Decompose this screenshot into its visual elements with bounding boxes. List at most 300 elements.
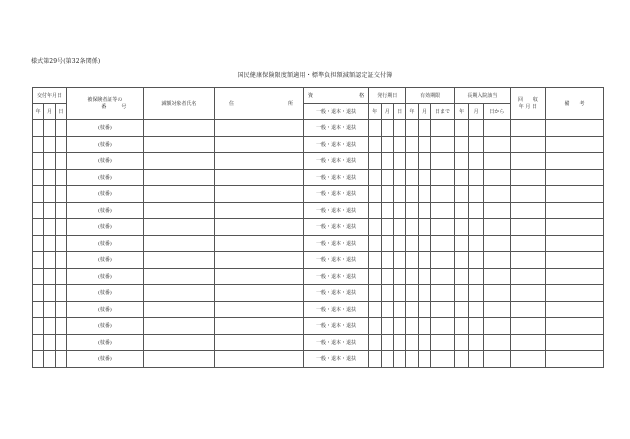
entry-cell[interactable] bbox=[381, 268, 393, 285]
header-issue-day: 日 bbox=[55, 104, 66, 120]
entry-cell[interactable] bbox=[55, 136, 66, 153]
entry-cell[interactable] bbox=[33, 169, 44, 186]
entry-cell[interactable] bbox=[33, 136, 44, 153]
header-collection-b: 年 月 日 bbox=[518, 103, 537, 110]
entry-cell[interactable] bbox=[406, 202, 418, 219]
table-row bbox=[33, 285, 604, 302]
entry-cell[interactable] bbox=[545, 351, 603, 368]
entry-cell[interactable] bbox=[33, 318, 44, 335]
header-address-a: 住 bbox=[229, 101, 235, 107]
header-qualification-b: 格 bbox=[359, 93, 365, 99]
entry-cell[interactable] bbox=[431, 120, 455, 137]
entry-cell[interactable] bbox=[454, 202, 468, 219]
qualification-cell[interactable]: 一般・退本・退扶 bbox=[303, 169, 368, 186]
entry-cell[interactable] bbox=[418, 235, 430, 252]
entry-cell[interactable] bbox=[44, 169, 55, 186]
insured-number-cell[interactable]: (枝番) bbox=[67, 169, 144, 186]
entry-cell[interactable] bbox=[33, 252, 44, 269]
entry-cell[interactable] bbox=[393, 153, 405, 170]
entry-cell[interactable] bbox=[431, 301, 455, 318]
entry-cell[interactable] bbox=[406, 351, 418, 368]
entry-cell[interactable] bbox=[215, 351, 304, 368]
entry-cell[interactable] bbox=[369, 301, 381, 318]
entry-cell[interactable] bbox=[393, 202, 405, 219]
header-insured-number-line1: 被保険者証等の bbox=[87, 97, 123, 103]
entry-cell[interactable] bbox=[406, 318, 418, 335]
entry-cell[interactable] bbox=[393, 235, 405, 252]
entry-cell[interactable] bbox=[454, 219, 468, 236]
form-number: 様式第29号(第32条関係) bbox=[31, 58, 101, 65]
entry-cell[interactable] bbox=[510, 219, 545, 236]
entry-cell[interactable] bbox=[381, 153, 393, 170]
table-row bbox=[33, 334, 604, 351]
entry-cell[interactable] bbox=[406, 219, 418, 236]
qualification-cell[interactable]: 一般・退本・退扶 bbox=[303, 334, 368, 351]
insured-number-cell[interactable]: (枝番) bbox=[67, 318, 144, 335]
entry-cell[interactable] bbox=[431, 351, 455, 368]
insured-number-cell[interactable]: (枝番) bbox=[67, 120, 144, 137]
entry-cell[interactable] bbox=[381, 334, 393, 351]
entry-cell[interactable] bbox=[431, 252, 455, 269]
entry-cell[interactable] bbox=[469, 202, 483, 219]
entry-cell[interactable] bbox=[418, 318, 430, 335]
entry-cell[interactable] bbox=[510, 120, 545, 137]
entry-cell[interactable] bbox=[483, 219, 510, 236]
entry-cell[interactable] bbox=[431, 169, 455, 186]
entry-cell[interactable] bbox=[381, 169, 393, 186]
qualification-cell[interactable]: 一般・退本・退扶 bbox=[303, 120, 368, 137]
entry-cell[interactable] bbox=[454, 136, 468, 153]
entry-cell[interactable] bbox=[510, 285, 545, 302]
entry-cell[interactable] bbox=[55, 318, 66, 335]
insured-number-cell[interactable]: (枝番) bbox=[67, 334, 144, 351]
entry-cell[interactable] bbox=[431, 219, 455, 236]
entry-cell[interactable] bbox=[418, 268, 430, 285]
entry-cell[interactable] bbox=[545, 268, 603, 285]
qualification-cell[interactable]: 一般・退本・退扶 bbox=[303, 202, 368, 219]
entry-cell[interactable] bbox=[393, 120, 405, 137]
entry-cell[interactable] bbox=[369, 120, 381, 137]
entry-cell[interactable] bbox=[44, 202, 55, 219]
header-qualification-values: 一般・退本・退扶 bbox=[303, 104, 368, 120]
entry-cell[interactable] bbox=[143, 318, 214, 335]
insured-number-cell[interactable]: (枝番) bbox=[67, 268, 144, 285]
entry-cell[interactable] bbox=[469, 318, 483, 335]
entry-cell[interactable] bbox=[510, 268, 545, 285]
entry-cell[interactable] bbox=[545, 252, 603, 269]
entry-cell[interactable] bbox=[44, 186, 55, 203]
entry-cell[interactable] bbox=[369, 235, 381, 252]
entry-cell[interactable] bbox=[33, 202, 44, 219]
insured-number-cell[interactable]: (枝番) bbox=[67, 186, 144, 203]
entry-cell[interactable] bbox=[454, 351, 468, 368]
qualification-cell[interactable]: 一般・退本・退扶 bbox=[303, 351, 368, 368]
entry-cell[interactable] bbox=[454, 186, 468, 203]
entry-cell[interactable] bbox=[483, 153, 510, 170]
header-valid-year: 年 bbox=[406, 104, 418, 120]
entry-cell[interactable] bbox=[454, 252, 468, 269]
qualification-cell[interactable]: 一般・退本・退扶 bbox=[303, 235, 368, 252]
entry-cell[interactable] bbox=[33, 235, 44, 252]
entry-cell[interactable] bbox=[33, 219, 44, 236]
entry-cell[interactable] bbox=[215, 334, 304, 351]
entry-cell[interactable] bbox=[418, 136, 430, 153]
entry-cell[interactable] bbox=[431, 268, 455, 285]
form-title: 国民健康保険限度額適用・標準負担額減額認定証交付簿 bbox=[237, 72, 393, 79]
entry-cell[interactable] bbox=[143, 202, 214, 219]
entry-cell[interactable] bbox=[469, 120, 483, 137]
entry-cell[interactable] bbox=[454, 334, 468, 351]
entry-cell[interactable] bbox=[483, 120, 510, 137]
entry-cell[interactable] bbox=[143, 301, 214, 318]
entry-cell[interactable] bbox=[55, 120, 66, 137]
entry-cell[interactable] bbox=[469, 169, 483, 186]
entry-cell[interactable] bbox=[393, 268, 405, 285]
header-collection-a: 回 収 bbox=[517, 97, 538, 103]
entry-cell[interactable] bbox=[393, 285, 405, 302]
entry-cell[interactable] bbox=[454, 235, 468, 252]
insured-number-cell[interactable]: (枝番) bbox=[67, 351, 144, 368]
entry-cell[interactable] bbox=[55, 219, 66, 236]
header-long-term-from: 日から bbox=[483, 104, 510, 120]
entry-cell[interactable] bbox=[143, 334, 214, 351]
entry-cell[interactable] bbox=[431, 186, 455, 203]
entry-cell[interactable] bbox=[44, 120, 55, 137]
entry-cell[interactable] bbox=[143, 186, 214, 203]
entry-cell[interactable] bbox=[44, 153, 55, 170]
entry-cell[interactable] bbox=[381, 301, 393, 318]
entry-cell[interactable] bbox=[418, 301, 430, 318]
header-remarks: 備 考 bbox=[545, 88, 603, 120]
entry-cell[interactable] bbox=[393, 186, 405, 203]
entry-cell[interactable] bbox=[510, 169, 545, 186]
entry-cell[interactable] bbox=[545, 334, 603, 351]
entry-cell[interactable] bbox=[483, 285, 510, 302]
entry-cell[interactable] bbox=[55, 186, 66, 203]
entry-cell[interactable] bbox=[431, 136, 455, 153]
entry-cell[interactable] bbox=[406, 301, 418, 318]
entry-cell[interactable] bbox=[483, 136, 510, 153]
entry-cell[interactable] bbox=[369, 219, 381, 236]
entry-cell[interactable] bbox=[44, 219, 55, 236]
entry-cell[interactable] bbox=[510, 318, 545, 335]
entry-cell[interactable] bbox=[393, 169, 405, 186]
entry-cell[interactable] bbox=[483, 186, 510, 203]
entry-cell[interactable] bbox=[381, 136, 393, 153]
entry-cell[interactable] bbox=[33, 285, 44, 302]
entry-cell[interactable] bbox=[469, 136, 483, 153]
entry-cell[interactable] bbox=[369, 169, 381, 186]
entry-cell[interactable] bbox=[431, 202, 455, 219]
qualification-cell[interactable]: 一般・退本・退扶 bbox=[303, 268, 368, 285]
entry-cell[interactable] bbox=[431, 235, 455, 252]
entry-cell[interactable] bbox=[55, 202, 66, 219]
entry-cell[interactable] bbox=[406, 153, 418, 170]
entry-cell[interactable] bbox=[381, 186, 393, 203]
entry-cell[interactable] bbox=[55, 153, 66, 170]
header-address bbox=[215, 88, 304, 120]
entry-cell[interactable] bbox=[33, 351, 44, 368]
entry-cell[interactable] bbox=[545, 169, 603, 186]
entry-cell[interactable] bbox=[418, 120, 430, 137]
entry-cell[interactable] bbox=[469, 268, 483, 285]
entry-cell[interactable] bbox=[469, 301, 483, 318]
entry-cell[interactable] bbox=[418, 252, 430, 269]
entry-cell[interactable] bbox=[55, 334, 66, 351]
entry-cell[interactable] bbox=[215, 169, 304, 186]
entry-cell[interactable] bbox=[215, 202, 304, 219]
entry-cell[interactable] bbox=[143, 219, 214, 236]
entry-cell[interactable] bbox=[143, 268, 214, 285]
table-row bbox=[33, 235, 604, 252]
entry-cell[interactable] bbox=[369, 202, 381, 219]
entry-cell[interactable] bbox=[33, 186, 44, 203]
entry-cell[interactable] bbox=[545, 186, 603, 203]
entry-cell[interactable] bbox=[215, 301, 304, 318]
entry-cell[interactable] bbox=[469, 351, 483, 368]
entry-cell[interactable] bbox=[44, 334, 55, 351]
entry-cell[interactable] bbox=[510, 235, 545, 252]
entry-cell[interactable] bbox=[454, 285, 468, 302]
entry-cell[interactable] bbox=[406, 268, 418, 285]
insured-number-cell[interactable]: (枝番) bbox=[67, 202, 144, 219]
entry-cell[interactable] bbox=[44, 235, 55, 252]
entry-cell[interactable] bbox=[393, 318, 405, 335]
entry-cell[interactable] bbox=[215, 235, 304, 252]
entry-cell[interactable] bbox=[431, 318, 455, 335]
entry-cell[interactable] bbox=[215, 136, 304, 153]
entry-cell[interactable] bbox=[33, 120, 44, 137]
header-address-b: 所 bbox=[287, 101, 293, 107]
entry-cell[interactable] bbox=[55, 351, 66, 368]
entry-cell[interactable] bbox=[44, 351, 55, 368]
entry-cell[interactable] bbox=[381, 202, 393, 219]
entry-cell[interactable] bbox=[406, 285, 418, 302]
entry-cell[interactable] bbox=[143, 285, 214, 302]
entry-cell[interactable] bbox=[431, 153, 455, 170]
entry-cell[interactable] bbox=[215, 252, 304, 269]
entry-cell[interactable] bbox=[381, 318, 393, 335]
entry-cell[interactable] bbox=[369, 153, 381, 170]
entry-cell[interactable] bbox=[369, 136, 381, 153]
table-row bbox=[33, 268, 604, 285]
entry-cell[interactable] bbox=[469, 186, 483, 203]
entry-cell[interactable] bbox=[469, 252, 483, 269]
qualification-cell[interactable]: 一般・退本・退扶 bbox=[303, 219, 368, 236]
entry-cell[interactable] bbox=[143, 169, 214, 186]
entry-cell[interactable] bbox=[44, 136, 55, 153]
insured-number-cell[interactable]: (枝番) bbox=[67, 301, 144, 318]
entry-cell[interactable] bbox=[510, 186, 545, 203]
entry-cell[interactable] bbox=[393, 351, 405, 368]
entry-cell[interactable] bbox=[406, 186, 418, 203]
entry-cell[interactable] bbox=[143, 153, 214, 170]
entry-cell[interactable] bbox=[381, 219, 393, 236]
entry-cell[interactable] bbox=[369, 351, 381, 368]
entry-cell[interactable] bbox=[406, 136, 418, 153]
entry-cell[interactable] bbox=[545, 235, 603, 252]
entry-cell[interactable] bbox=[431, 334, 455, 351]
table-row bbox=[33, 252, 604, 269]
entry-cell[interactable] bbox=[510, 301, 545, 318]
entry-cell[interactable] bbox=[381, 252, 393, 269]
table-row bbox=[33, 351, 604, 368]
entry-cell[interactable] bbox=[381, 235, 393, 252]
qualification-cell[interactable]: 一般・退本・退扶 bbox=[303, 252, 368, 269]
entry-cell[interactable] bbox=[510, 153, 545, 170]
header-collection bbox=[510, 88, 545, 120]
header-issue-month: 月 bbox=[44, 104, 55, 120]
entry-cell[interactable] bbox=[483, 235, 510, 252]
entry-cell[interactable] bbox=[55, 268, 66, 285]
entry-cell[interactable] bbox=[393, 334, 405, 351]
entry-cell[interactable] bbox=[510, 351, 545, 368]
entry-cell[interactable] bbox=[369, 318, 381, 335]
entry-cell[interactable] bbox=[483, 169, 510, 186]
entry-cell[interactable] bbox=[418, 153, 430, 170]
header-valid-period: 有効期限 bbox=[406, 88, 455, 104]
entry-cell[interactable] bbox=[454, 153, 468, 170]
entry-cell[interactable] bbox=[406, 252, 418, 269]
entry-cell[interactable] bbox=[545, 318, 603, 335]
entry-cell[interactable] bbox=[33, 301, 44, 318]
entry-cell[interactable] bbox=[483, 252, 510, 269]
header-reduction-target-name: 減額対象者氏名 bbox=[143, 88, 214, 120]
entry-cell[interactable] bbox=[406, 235, 418, 252]
entry-cell[interactable] bbox=[510, 202, 545, 219]
entry-cell[interactable] bbox=[393, 219, 405, 236]
entry-cell[interactable] bbox=[483, 318, 510, 335]
entry-cell[interactable] bbox=[418, 219, 430, 236]
entry-cell[interactable] bbox=[483, 202, 510, 219]
entry-cell[interactable] bbox=[545, 136, 603, 153]
entry-cell[interactable] bbox=[55, 285, 66, 302]
table-row bbox=[33, 169, 604, 186]
entry-cell[interactable] bbox=[143, 252, 214, 269]
entry-cell[interactable] bbox=[44, 318, 55, 335]
insured-number-cell[interactable]: (枝番) bbox=[67, 252, 144, 269]
entry-cell[interactable] bbox=[143, 136, 214, 153]
entry-cell[interactable] bbox=[406, 120, 418, 137]
entry-cell[interactable] bbox=[381, 351, 393, 368]
entry-cell[interactable] bbox=[510, 136, 545, 153]
entry-cell[interactable] bbox=[418, 334, 430, 351]
qualification-cell[interactable]: 一般・退本・退扶 bbox=[303, 136, 368, 153]
entry-cell[interactable] bbox=[418, 169, 430, 186]
table-row bbox=[33, 202, 604, 219]
entry-cell[interactable] bbox=[33, 268, 44, 285]
entry-cell[interactable] bbox=[545, 301, 603, 318]
header-long-term-year: 年 bbox=[454, 104, 468, 120]
entry-cell[interactable] bbox=[55, 235, 66, 252]
entry-cell[interactable] bbox=[418, 285, 430, 302]
entry-cell[interactable] bbox=[143, 120, 214, 137]
entry-cell[interactable] bbox=[215, 219, 304, 236]
entry-cell[interactable] bbox=[143, 235, 214, 252]
entry-cell[interactable] bbox=[215, 186, 304, 203]
insured-number-cell[interactable]: (枝番) bbox=[67, 136, 144, 153]
entry-cell[interactable] bbox=[483, 334, 510, 351]
entry-cell[interactable] bbox=[215, 318, 304, 335]
insured-number-cell[interactable]: (枝番) bbox=[67, 153, 144, 170]
entry-cell[interactable] bbox=[393, 301, 405, 318]
entry-cell[interactable] bbox=[406, 169, 418, 186]
entry-cell[interactable] bbox=[55, 252, 66, 269]
entry-cell[interactable] bbox=[369, 334, 381, 351]
entry-cell[interactable] bbox=[215, 153, 304, 170]
entry-cell[interactable] bbox=[44, 285, 55, 302]
entry-cell[interactable] bbox=[469, 153, 483, 170]
entry-cell[interactable] bbox=[483, 351, 510, 368]
header-insured-number-line2: 番 号 bbox=[101, 103, 127, 110]
entry-cell[interactable] bbox=[545, 153, 603, 170]
entry-cell[interactable] bbox=[406, 334, 418, 351]
entry-cell[interactable] bbox=[454, 318, 468, 335]
entry-cell[interactable] bbox=[545, 120, 603, 137]
entry-cell[interactable] bbox=[454, 120, 468, 137]
entry-cell[interactable] bbox=[33, 334, 44, 351]
entry-cell[interactable] bbox=[393, 252, 405, 269]
qualification-cell[interactable]: 一般・退本・退扶 bbox=[303, 318, 368, 335]
entry-cell[interactable] bbox=[418, 202, 430, 219]
entry-cell[interactable] bbox=[545, 202, 603, 219]
entry-cell[interactable] bbox=[55, 301, 66, 318]
qualification-cell[interactable]: 一般・退本・退扶 bbox=[303, 285, 368, 302]
entry-cell[interactable] bbox=[454, 268, 468, 285]
header-issue-period-month: 月 bbox=[381, 104, 393, 120]
entry-cell[interactable] bbox=[44, 252, 55, 269]
qualification-cell[interactable]: 一般・退本・退扶 bbox=[303, 186, 368, 203]
entry-cell[interactable] bbox=[469, 235, 483, 252]
entry-cell[interactable] bbox=[469, 219, 483, 236]
insured-number-cell[interactable]: (枝番) bbox=[67, 285, 144, 302]
entry-cell[interactable] bbox=[418, 186, 430, 203]
entry-cell[interactable] bbox=[369, 285, 381, 302]
insured-number-cell[interactable]: (枝番) bbox=[67, 219, 144, 236]
entry-cell[interactable] bbox=[393, 136, 405, 153]
entry-cell[interactable] bbox=[469, 285, 483, 302]
table-row bbox=[33, 186, 604, 203]
entry-cell[interactable] bbox=[454, 301, 468, 318]
entry-cell[interactable] bbox=[510, 334, 545, 351]
entry-cell[interactable] bbox=[545, 219, 603, 236]
entry-cell[interactable] bbox=[33, 153, 44, 170]
entry-cell[interactable] bbox=[381, 285, 393, 302]
insured-number-cell[interactable]: (枝番) bbox=[67, 235, 144, 252]
entry-cell[interactable] bbox=[510, 252, 545, 269]
entry-cell[interactable] bbox=[381, 120, 393, 137]
entry-cell[interactable] bbox=[483, 301, 510, 318]
qualification-cell[interactable]: 一般・退本・退扶 bbox=[303, 153, 368, 170]
entry-cell[interactable] bbox=[369, 186, 381, 203]
entry-cell[interactable] bbox=[369, 252, 381, 269]
entry-cell[interactable] bbox=[44, 268, 55, 285]
entry-cell[interactable] bbox=[215, 268, 304, 285]
entry-cell[interactable] bbox=[454, 169, 468, 186]
qualification-cell[interactable]: 一般・退本・退扶 bbox=[303, 301, 368, 318]
entry-cell[interactable] bbox=[469, 334, 483, 351]
entry-cell[interactable] bbox=[545, 285, 603, 302]
entry-cell[interactable] bbox=[143, 351, 214, 368]
entry-cell[interactable] bbox=[215, 120, 304, 137]
entry-cell[interactable] bbox=[44, 301, 55, 318]
entry-cell[interactable] bbox=[483, 268, 510, 285]
entry-cell[interactable] bbox=[418, 351, 430, 368]
entry-cell[interactable] bbox=[431, 285, 455, 302]
entry-cell[interactable] bbox=[55, 169, 66, 186]
entry-cell[interactable] bbox=[215, 285, 304, 302]
entry-cell[interactable] bbox=[369, 268, 381, 285]
